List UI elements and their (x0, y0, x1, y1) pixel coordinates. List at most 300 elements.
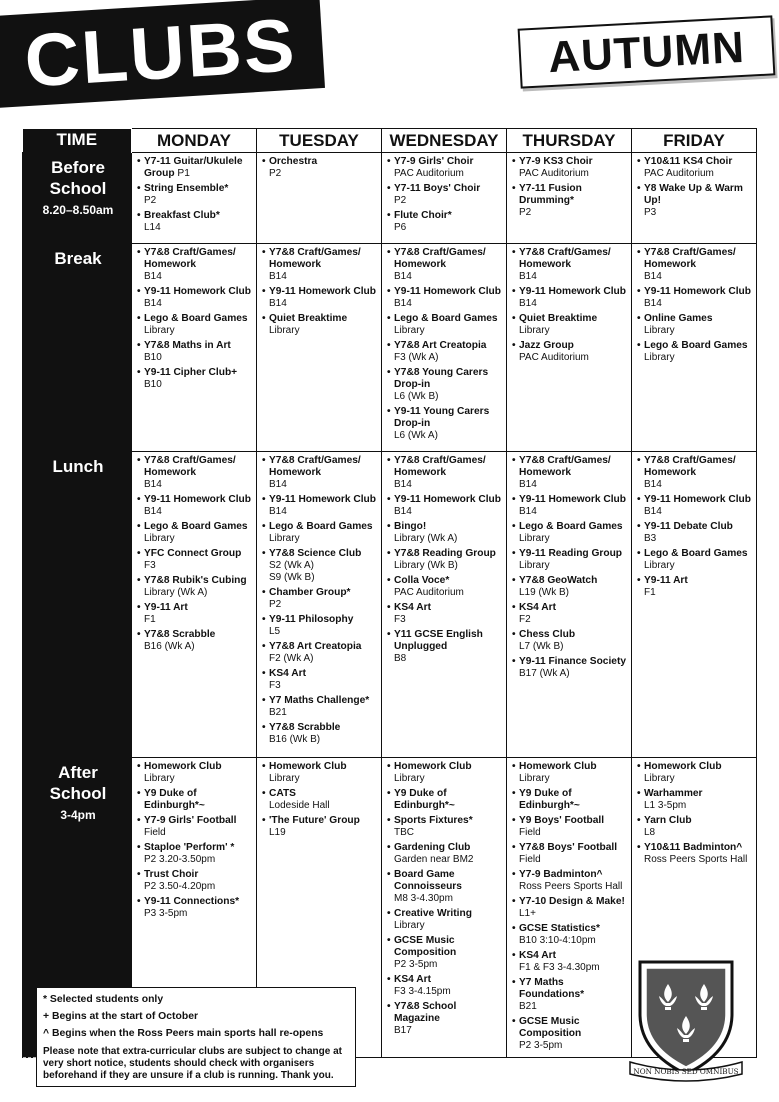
club-location: B14 (644, 506, 662, 517)
club-location: Library (144, 325, 175, 336)
club-location: Library (644, 325, 675, 336)
club-location: P2 (144, 195, 157, 206)
club-name: • KS4 Art (262, 668, 378, 680)
club-entry (262, 815, 378, 839)
lunch-friday-cell (632, 452, 757, 758)
club-entry (262, 521, 378, 545)
club-location: B14 (144, 271, 162, 282)
club-name: • Y9-11 Art (137, 602, 253, 614)
club-entry (262, 614, 378, 638)
club-entry (637, 815, 753, 839)
club-name: • Y7&8 Art Creatopia (262, 641, 378, 653)
lunch-tuesday-cell (257, 452, 382, 758)
club-name: • Y7&8 Art Creatopia (387, 340, 503, 352)
club-entry (512, 548, 628, 572)
club-name: • Y9-11 Cipher Club+ (137, 367, 253, 379)
club-entry (387, 286, 503, 310)
club-entry (262, 641, 378, 665)
club-entry (387, 869, 503, 905)
club-entry (387, 602, 503, 626)
club-entry (637, 455, 753, 491)
club-entry (637, 340, 753, 364)
club-entry (137, 896, 253, 920)
club-location: B14 (394, 479, 412, 490)
club-entry (387, 455, 503, 491)
club-entry (262, 788, 378, 812)
club-location: Library (519, 533, 550, 544)
club-entry (387, 908, 503, 932)
club-name: • GCSE Music Composition (512, 1016, 628, 1040)
club-entry (387, 761, 503, 785)
club-name: • Trust Choir (137, 869, 253, 881)
club-location: B10 3:10-4:10pm (519, 935, 596, 946)
club-entry (387, 548, 503, 572)
club-entry (637, 247, 753, 283)
club-entry (387, 183, 503, 207)
club-location: B14 (394, 506, 412, 517)
club-location: P2 3.20-3.50pm (144, 854, 216, 865)
club-name-text: Y7-11 Guitar/Ukulele Group (144, 156, 243, 179)
club-name: • Y7&8 Rubik's Cubing (137, 575, 253, 587)
club-name: • Lego & Board Games (637, 548, 753, 560)
key-sports-hall: ^ Begins when the Ross Peers main sports hall re-opens (43, 1028, 324, 1039)
club-entry (512, 656, 628, 680)
club-name: • Y9 Duke of Edinburgh*~ (512, 788, 628, 812)
club-name: • Y7&8 Craft/Games/ Homework (137, 247, 253, 271)
club-location: F3 (269, 680, 281, 691)
club-location: P3 (644, 207, 657, 218)
club-location: Library (644, 352, 675, 363)
club-location: B10 (144, 379, 162, 390)
key-selected-students: * Selected students only (43, 994, 164, 1005)
club-location: B21 (519, 1001, 537, 1012)
lunch-thursday-cell (507, 452, 632, 758)
club-location: B14 (269, 271, 287, 282)
club-location: P2 (269, 168, 282, 179)
club-entry (512, 761, 628, 785)
club-location: B14 (144, 479, 162, 490)
club-name: • GCSE Music Composition (387, 935, 503, 959)
club-entry (137, 183, 253, 207)
club-name: • Lego & Board Games (137, 521, 253, 533)
club-location: L19 (269, 827, 286, 838)
club-name: • Y7&8 School Magazine (387, 1001, 503, 1025)
club-name: • Y7-9 Girls' Choir (387, 156, 503, 168)
club-entry (512, 455, 628, 491)
club-entry (512, 247, 628, 283)
club-name: • Y10&11 Badminton^ (637, 842, 753, 854)
club-location: Library (519, 325, 550, 336)
club-name: • Y9 Duke of Edinburgh*~ (137, 788, 253, 812)
after-school-wednesday-cell (382, 758, 507, 1058)
club-location: Field (519, 827, 541, 838)
club-entry (387, 1001, 503, 1037)
club-entry (137, 815, 253, 839)
key-box (36, 987, 356, 1087)
club-location: L6 (Wk B) (394, 391, 439, 402)
club-location: B14 (519, 479, 537, 490)
club-location: PAC Auditorium (519, 352, 589, 363)
club-entry (387, 494, 503, 518)
club-entry (137, 548, 253, 572)
club-name: • Lego & Board Games (262, 521, 378, 533)
club-name: • Y9-11 Philosophy (262, 614, 378, 626)
club-entry (262, 313, 378, 337)
club-location: P6 (394, 222, 407, 233)
club-entry (512, 788, 628, 812)
club-location: PAC Auditorium (519, 168, 589, 179)
club-name: • Y7&8 Craft/Games/ Homework (512, 455, 628, 479)
club-name: • Gardening Club (387, 842, 503, 854)
club-entry (137, 629, 253, 653)
club-entry (137, 788, 253, 812)
club-name: • Lego & Board Games (637, 340, 753, 352)
break-row (23, 244, 757, 452)
time-range: 3-4pm (60, 808, 96, 822)
club-entry (387, 521, 503, 545)
club-name: • Y7-10 Design & Make! (512, 896, 628, 908)
club-name: • Online Games (637, 313, 753, 325)
club-entry (137, 340, 253, 364)
break-tuesday-cell (257, 244, 382, 452)
club-entry (512, 869, 628, 893)
club-location: F3 (Wk A) (394, 352, 439, 363)
club-entry (137, 313, 253, 337)
club-entry (637, 548, 753, 572)
club-entry (637, 842, 753, 866)
club-location: F2 (519, 614, 531, 625)
season-box (518, 15, 776, 88)
club-entry (137, 602, 253, 626)
club-entry (387, 575, 503, 599)
club-location: L1+ (519, 908, 536, 919)
club-location: B16 (Wk A) (144, 641, 195, 652)
before-school-friday-cell (632, 153, 757, 244)
time-label: After School (49, 763, 107, 803)
before-school-row (23, 153, 757, 244)
before-school-thursday-cell (507, 153, 632, 244)
club-entry (137, 286, 253, 310)
club-location: PAC Auditorium (394, 168, 464, 179)
club-name: • Y9-11 Debate Club (637, 521, 753, 533)
club-entry (387, 629, 503, 665)
before-school-tuesday-cell (257, 153, 382, 244)
club-entry (512, 521, 628, 545)
club-entry (512, 494, 628, 518)
club-name: • Y9-11 Homework Club (637, 494, 753, 506)
club-name: • Homework Club (387, 761, 503, 773)
club-entry (512, 340, 628, 364)
club-entry (387, 974, 503, 998)
club-entry (387, 156, 503, 180)
key-begins-october: + Begins at the start of October (43, 1011, 199, 1022)
club-name: • Y7 Maths Foundations* (512, 977, 628, 1001)
club-location: B14 (144, 506, 162, 517)
club-name: • Y7&8 Science Club (262, 548, 378, 560)
club-name: • Homework Club (512, 761, 628, 773)
club-location: B21 (269, 707, 287, 718)
club-entry (262, 247, 378, 283)
change-notice: Please note that extra-curricular clubs are subject to change at very short notice, students should check with organisers beforehand if they are unsure if a club is running. Thank you. (43, 1046, 342, 1081)
club-entry (637, 156, 753, 180)
after-school-thursday-cell (507, 758, 632, 1058)
club-name: • Bingo! (387, 521, 503, 533)
club-location: B17 (394, 1025, 412, 1036)
club-entry (262, 587, 378, 611)
club-name: • String Ensemble* (137, 183, 253, 195)
club-name: • Sports Fixtures* (387, 815, 503, 827)
club-name: • Y9-11 Connections* (137, 896, 253, 908)
club-location: B14 (519, 298, 537, 309)
club-name: • Homework Club (262, 761, 378, 773)
club-location: P2 3-5pm (394, 959, 438, 970)
club-name: • KS4 Art (387, 602, 503, 614)
club-name: • Y11 GCSE English Unplugged (387, 629, 503, 653)
club-entry (512, 629, 628, 653)
club-name: • KS4 Art (512, 950, 628, 962)
club-location: P2 (519, 207, 532, 218)
club-entry (262, 286, 378, 310)
club-location: TBC (394, 827, 414, 838)
club-name: • KS4 Art (387, 974, 503, 986)
club-name: • Homework Club (637, 761, 753, 773)
club-location: L19 (Wk B) (519, 587, 570, 598)
before-school-wednesday-cell (382, 153, 507, 244)
club-entry (387, 340, 503, 364)
timetable (22, 128, 757, 1058)
club-name: • Chess Club (512, 629, 628, 641)
club-location: B14 (269, 479, 287, 490)
club-location: P3 3-5pm (144, 908, 188, 919)
day-header-monday: MONDAY (132, 129, 257, 153)
lunch-wednesday-cell (382, 452, 507, 758)
club-entry (637, 575, 753, 599)
club-location: Lodeside Hall (269, 800, 330, 811)
club-location: L14 (144, 222, 161, 233)
club-name (137, 156, 253, 180)
club-entry (262, 455, 378, 491)
club-name: • Y10&11 KS4 Choir (637, 156, 753, 168)
club-location: Library (269, 773, 300, 784)
club-location: B10 (144, 352, 162, 363)
club-location: L8 (644, 827, 656, 838)
club-location: Library (519, 773, 550, 784)
break-time-cell (23, 244, 132, 452)
club-name: • Breakfast Club* (137, 210, 253, 222)
title-banner (0, 0, 325, 108)
club-name: • Lego & Board Games (137, 313, 253, 325)
club-location: F3 (394, 614, 406, 625)
break-wednesday-cell (382, 244, 507, 452)
club-name: • Jazz Group (512, 340, 628, 352)
club-location: Field (519, 854, 541, 865)
club-name: • Warhammer (637, 788, 753, 800)
club-location: Library (269, 325, 300, 336)
club-entry (262, 548, 378, 584)
club-name: • Y7&8 Craft/Games/ Homework (637, 247, 753, 271)
club-location: B14 (269, 506, 287, 517)
club-location: F3 (144, 560, 156, 571)
club-entry (512, 977, 628, 1013)
club-location: B3 (644, 533, 657, 544)
day-header-wednesday: WEDNESDAY (382, 129, 507, 153)
time-label: Before School (49, 158, 107, 198)
club-name: • Yarn Club (637, 815, 753, 827)
club-name: • Y7-9 Badminton^ (512, 869, 628, 881)
club-name: • Y9-11 Homework Club (137, 286, 253, 298)
club-entry (512, 286, 628, 310)
header-row (23, 129, 757, 153)
page-title: CLUBS (22, 3, 299, 104)
club-location: B14 (644, 271, 662, 282)
club-name: • Y7&8 Craft/Games/ Homework (512, 247, 628, 271)
club-entry (137, 156, 253, 180)
club-name: • Chamber Group* (262, 587, 378, 599)
club-name: • Y9 Boys' Football (512, 815, 628, 827)
club-location: Library (269, 533, 300, 544)
day-header-friday: FRIDAY (632, 129, 757, 153)
club-name: • KS4 Art (512, 602, 628, 614)
club-entry (137, 494, 253, 518)
club-entry (512, 313, 628, 337)
club-location: F1 (644, 587, 656, 598)
club-location: B14 (144, 298, 162, 309)
club-entry (512, 923, 628, 947)
club-name: • CATS (262, 788, 378, 800)
club-name: • Homework Club (137, 761, 253, 773)
club-entry (637, 183, 753, 219)
club-location: B14 (394, 271, 412, 282)
club-name: • Y9-11 Homework Club (262, 286, 378, 298)
club-entry (262, 668, 378, 692)
club-location: Ross Peers Sports Hall (519, 881, 623, 892)
lunch-monday-cell (132, 452, 257, 758)
before-school-monday-cell (132, 153, 257, 244)
club-location: P2 (394, 195, 407, 206)
before-school-time-cell (23, 153, 132, 244)
club-entry (137, 761, 253, 785)
club-entry (512, 896, 628, 920)
club-entry (137, 521, 253, 545)
club-name: • Quiet Breaktime (512, 313, 628, 325)
club-location: Library (Wk A) (144, 587, 208, 598)
day-header-tuesday: TUESDAY (257, 129, 382, 153)
lunch-time-cell (23, 452, 132, 758)
break-thursday-cell (507, 244, 632, 452)
club-name: • Y9 Duke of Edinburgh*~ (387, 788, 503, 812)
club-location: L7 (Wk B) (519, 641, 564, 652)
club-location-inline: P1 (177, 168, 190, 179)
club-entry (512, 815, 628, 839)
club-name: • Lego & Board Games (387, 313, 503, 325)
club-location: M8 3-4.30pm (394, 893, 453, 904)
club-location: S2 (Wk A) S9 (Wk B) (269, 560, 315, 583)
season-label: AUTUMN (547, 22, 746, 83)
club-entry (137, 842, 253, 866)
club-name: • GCSE Statistics* (512, 923, 628, 935)
club-entry (262, 761, 378, 785)
club-name: • Staploe 'Perform' * (137, 842, 253, 854)
club-entry (262, 722, 378, 746)
club-name: • Quiet Breaktime (262, 313, 378, 325)
club-entry (637, 788, 753, 812)
club-name: • Y9-11 Finance Society (512, 656, 628, 668)
club-name: • Y7&8 Craft/Games/ Homework (637, 455, 753, 479)
club-location: P2 (269, 599, 282, 610)
club-location: L1 3-5pm (644, 800, 687, 811)
club-name: • Y7&8 Boys' Football (512, 842, 628, 854)
club-name: • 'The Future' Group (262, 815, 378, 827)
club-entry (262, 494, 378, 518)
club-name: • Y7&8 Scrabble (137, 629, 253, 641)
club-entry (387, 815, 503, 839)
lunch-row (23, 452, 757, 758)
club-entry (512, 842, 628, 866)
club-entry (387, 210, 503, 234)
club-location: Library (144, 533, 175, 544)
club-name: • Y7-11 Boys' Choir (387, 183, 503, 195)
club-name: • Y7&8 Maths in Art (137, 340, 253, 352)
club-location: F1 & F3 3-4.30pm (519, 962, 600, 973)
club-name: • Colla Voce* (387, 575, 503, 587)
club-location: Library (144, 773, 175, 784)
club-entry (262, 156, 378, 180)
club-location: Library (Wk A) (394, 533, 458, 544)
club-entry (387, 406, 503, 442)
club-location: Library (394, 920, 425, 931)
club-name: • Y7&8 Craft/Games/ Homework (387, 247, 503, 271)
club-entry (137, 455, 253, 491)
crest-motto: NON NOBIS SED OMNIBUS (633, 1067, 739, 1076)
club-entry (512, 1016, 628, 1052)
time-range: 8.20–8.50am (42, 203, 114, 217)
club-name: • Y9-11 Homework Club (262, 494, 378, 506)
club-entry (387, 842, 503, 866)
club-name: • Y7&8 Craft/Games/ Homework (137, 455, 253, 479)
school-crest-icon (626, 952, 746, 1084)
club-name: • Y7-9 Girls' Football (137, 815, 253, 827)
club-location: F1 (144, 614, 156, 625)
club-entry (637, 313, 753, 337)
time-column-header: TIME (23, 129, 132, 153)
club-location: B17 (Wk A) (519, 668, 570, 679)
club-name: • Y9-11 Homework Club (637, 286, 753, 298)
club-entry (637, 286, 753, 310)
club-entry (637, 494, 753, 518)
club-location: L5 (269, 626, 281, 637)
time-label: Lunch (52, 457, 104, 476)
club-name: • Y9-11 Art (637, 575, 753, 587)
club-name: • Creative Writing (387, 908, 503, 920)
club-name: • Flute Choir* (387, 210, 503, 222)
club-location: B14 (269, 298, 287, 309)
club-entry (512, 950, 628, 974)
club-location: B16 (Wk B) (269, 734, 321, 745)
club-name: • Orchestra (262, 156, 378, 168)
club-entry (262, 695, 378, 719)
club-entry (512, 575, 628, 599)
break-friday-cell (632, 244, 757, 452)
club-location: PAC Auditorium (394, 587, 464, 598)
club-name: • Y7 Maths Challenge* (262, 695, 378, 707)
club-location: B14 (644, 479, 662, 490)
club-entry (637, 761, 753, 785)
club-location: Library (394, 773, 425, 784)
club-location: Garden near BM2 (394, 854, 474, 865)
club-name: • Y7&8 Craft/Games/ Homework (262, 247, 378, 271)
club-name: • Y7-9 KS3 Choir (512, 156, 628, 168)
club-location: F2 (Wk A) (269, 653, 314, 664)
